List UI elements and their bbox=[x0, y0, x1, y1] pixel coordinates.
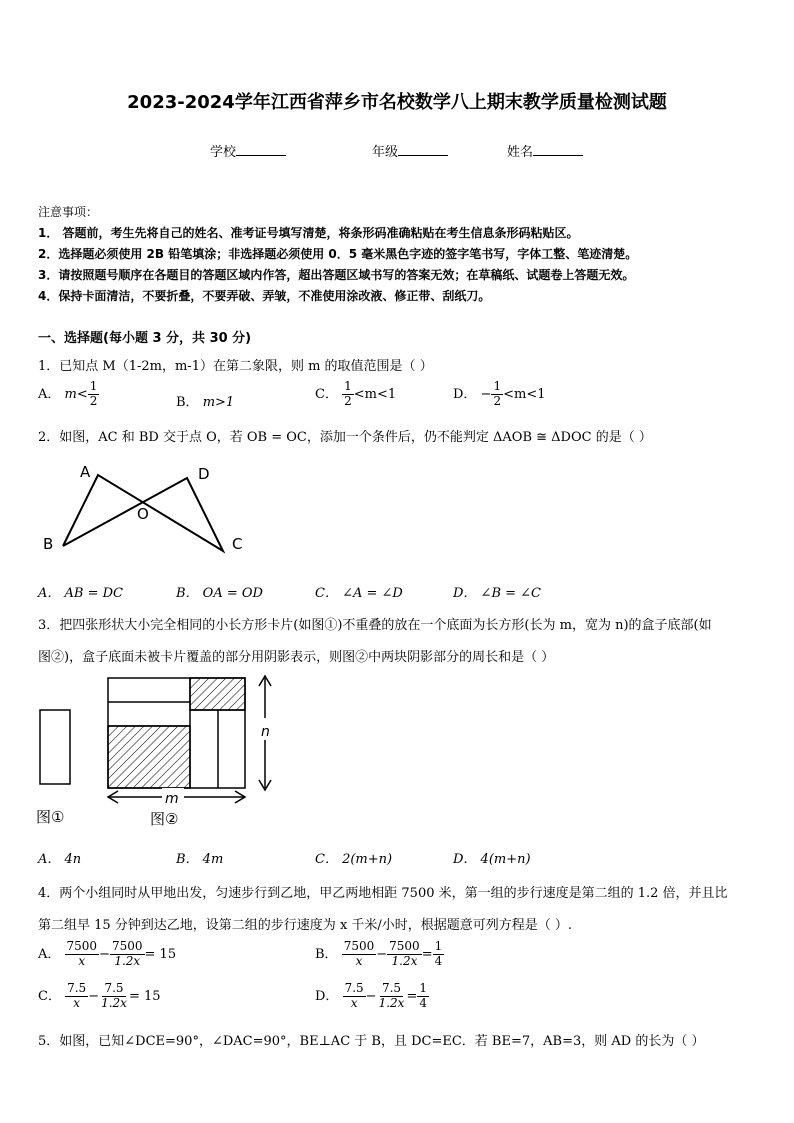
fraction bbox=[65, 982, 88, 1011]
fraction bbox=[433, 940, 445, 969]
numerator: 1 bbox=[434, 939, 443, 953]
fraction bbox=[377, 982, 407, 1011]
fraction bbox=[342, 380, 354, 409]
figure-2-label: 图② bbox=[150, 810, 179, 828]
q2-figure bbox=[35, 455, 255, 565]
numerator: 7.5 bbox=[344, 981, 364, 995]
equals-sign: = bbox=[421, 946, 433, 962]
q1-option-a bbox=[38, 380, 99, 409]
fraction bbox=[88, 380, 100, 409]
q1-option-b bbox=[176, 391, 234, 410]
fraction bbox=[65, 940, 100, 969]
q3-option-b: B． 4m bbox=[176, 852, 224, 867]
denominator: 1.2x bbox=[101, 995, 127, 1010]
denominator: 1.2x bbox=[391, 953, 418, 968]
label-a: A bbox=[80, 463, 91, 481]
label-c: C bbox=[232, 535, 243, 553]
numerator: 1 bbox=[89, 379, 98, 393]
denominator: 2 bbox=[89, 393, 98, 408]
minus-sign: − bbox=[365, 988, 377, 1004]
label-d: D bbox=[198, 465, 210, 483]
minus-sign: − bbox=[99, 946, 110, 962]
minus-sign: − bbox=[376, 946, 388, 962]
denominator: x bbox=[355, 953, 363, 968]
q4-option-d bbox=[315, 982, 429, 1011]
denominator: 4 bbox=[434, 953, 443, 968]
q2-option-d: D． ∠B = ∠C bbox=[453, 586, 541, 601]
q3-option-c: C． 2(m+n) bbox=[315, 852, 393, 867]
note-item: 3．请按照题号顺序在各题目的答题区域内作答，超出答题区域书写的答案无效；在草稿纸、试题卷上答题无效。 bbox=[38, 268, 635, 282]
numerator: 1 bbox=[493, 379, 502, 393]
school-field bbox=[210, 141, 286, 160]
fraction bbox=[417, 982, 429, 1011]
denominator: x bbox=[350, 995, 358, 1010]
note-item: 2．选择题必须使用 2B 铅笔填涂；非选择题必须使用 0．5 毫米黑色字迹的签字笔书写，字体工整、笔迹清楚。 bbox=[38, 247, 638, 261]
numerator: 7500 bbox=[111, 939, 143, 953]
minus-sign: − bbox=[88, 988, 100, 1004]
fraction bbox=[99, 982, 129, 1011]
option-text: <m<1 bbox=[353, 386, 397, 402]
question-1-stem: 1．已知点 M（1-2m，m-1）在第二象限，则 m 的取值范围是（ ） bbox=[38, 359, 433, 374]
page-title: 2023-2024学年江西省萍乡市名校数学八上期末教学质量检测试题 bbox=[127, 92, 667, 113]
numerator: 7.5 bbox=[67, 981, 87, 995]
question-2-stem: 2．如图，AC 和 BD 交于点 O，若 OB = OC，添加一个条件后，仍不能判定 ΔAOB ≅ ΔDOC 的是（ ） bbox=[38, 430, 652, 445]
option-label: B． bbox=[176, 395, 199, 410]
numerator: 1 bbox=[419, 981, 427, 995]
q4-option-b bbox=[315, 940, 444, 969]
q2-option-a: A． AB = DC bbox=[38, 586, 123, 601]
label-m: m bbox=[165, 791, 179, 807]
option-text: m>1 bbox=[202, 395, 235, 410]
option-label: C． bbox=[315, 386, 338, 402]
fraction bbox=[342, 940, 377, 969]
school-label: 学校 bbox=[210, 145, 237, 160]
question-3-stem-line1: 3．把四张形状大小完全相同的小长方形卡片(如图①)不重叠的放在一个底面为长方形(长为 m，宽为 n)的盒子底部(如 bbox=[38, 618, 712, 633]
q1-option-c bbox=[315, 380, 396, 409]
q4-option-a bbox=[38, 940, 176, 969]
question-4-stem-line1: 4．两个小组同时从甲地出发，匀速步行到乙地，甲乙两地相距 7500 米，第一组的步行速度是第二组的 1.2 倍，并且比 bbox=[38, 886, 728, 901]
numerator: 1 bbox=[344, 379, 352, 393]
label-n: n bbox=[261, 724, 270, 740]
option-text: = 15 bbox=[128, 988, 161, 1004]
q2-option-b: B． OA = OD bbox=[176, 586, 263, 601]
option-label: A． bbox=[38, 386, 61, 402]
denominator: x bbox=[78, 953, 86, 968]
label-b: B bbox=[43, 535, 54, 553]
option-label: A． bbox=[38, 946, 61, 962]
option-text: <m<1 bbox=[503, 386, 546, 402]
shaded-region-right bbox=[190, 678, 245, 710]
option-text: m< bbox=[64, 386, 88, 402]
q2-option-c: C． ∠A = ∠D bbox=[315, 586, 403, 601]
name-label: 姓名 bbox=[507, 145, 534, 160]
grade-label: 年级 bbox=[372, 145, 399, 160]
grade-blank bbox=[398, 144, 448, 156]
school-blank bbox=[236, 144, 286, 156]
option-label: D． bbox=[315, 988, 339, 1004]
shaded-region-left bbox=[108, 726, 190, 788]
card-figure-1 bbox=[40, 710, 70, 784]
numerator: 7500 bbox=[66, 939, 98, 953]
q3-option-a: A． 4n bbox=[38, 852, 82, 867]
name-blank bbox=[533, 144, 583, 156]
option-label: B． bbox=[315, 946, 338, 962]
q3-figure bbox=[30, 670, 290, 835]
option-text: = 15 bbox=[144, 946, 177, 962]
note-item: 1． 答题前，考生先将自己的姓名、准考证号填写清楚，将条形码准确粘贴在考生信息条形码粘贴区。 bbox=[38, 226, 579, 240]
note-item: 4．保持卡面清洁，不要折叠，不要弄破、弄皱，不准使用涂改液、修正带、刮纸刀。 bbox=[38, 289, 491, 303]
name-field bbox=[507, 141, 583, 160]
q1-option-d bbox=[453, 380, 546, 409]
denominator: 2 bbox=[493, 393, 502, 408]
figure-1-label: 图① bbox=[36, 808, 65, 826]
option-label: D． bbox=[453, 386, 477, 402]
q4-option-c bbox=[38, 982, 161, 1011]
grade-field bbox=[372, 141, 448, 160]
question-5-stem: 5．如图，已知∠DCE=90°，∠DAC=90°，BE⊥AC 于 B，且 DC=EC．若 BE=7，AB=3，则 AD 的长为（ ） bbox=[38, 1034, 705, 1049]
fraction bbox=[387, 940, 422, 969]
label-o: O bbox=[137, 505, 149, 523]
question-3-stem-line2: 图②)，盒子底面未被卡片覆盖的部分用阴影表示，则图②中两块阴影部分的周长和是（ ） bbox=[38, 650, 555, 665]
equals-sign: = bbox=[406, 988, 418, 1004]
q3-option-d: D． 4(m+n) bbox=[453, 852, 531, 867]
denominator: 1.2x bbox=[114, 953, 141, 968]
fraction bbox=[343, 982, 366, 1011]
denominator: 2 bbox=[344, 393, 352, 408]
option-label: C． bbox=[38, 988, 61, 1004]
denominator: x bbox=[73, 995, 81, 1010]
denominator: 4 bbox=[419, 995, 427, 1010]
numerator: 7.5 bbox=[381, 981, 402, 995]
notes-title: 注意事项： bbox=[38, 205, 99, 219]
numerator: 7.5 bbox=[104, 981, 124, 995]
fraction bbox=[491, 380, 503, 409]
minus-sign: − bbox=[480, 386, 492, 402]
fraction bbox=[110, 940, 145, 969]
denominator: 1.2x bbox=[378, 995, 405, 1010]
question-4-stem-line2: 第二组早 15 分钟到达乙地，设第二组的步行速度为 x 千米/小时，根据题意可列方程是（ ）. bbox=[38, 918, 573, 933]
section-heading: 一、选择题(每小题 3 分，共 30 分) bbox=[38, 331, 252, 346]
numerator: 7500 bbox=[343, 939, 375, 953]
numerator: 7500 bbox=[389, 939, 420, 953]
